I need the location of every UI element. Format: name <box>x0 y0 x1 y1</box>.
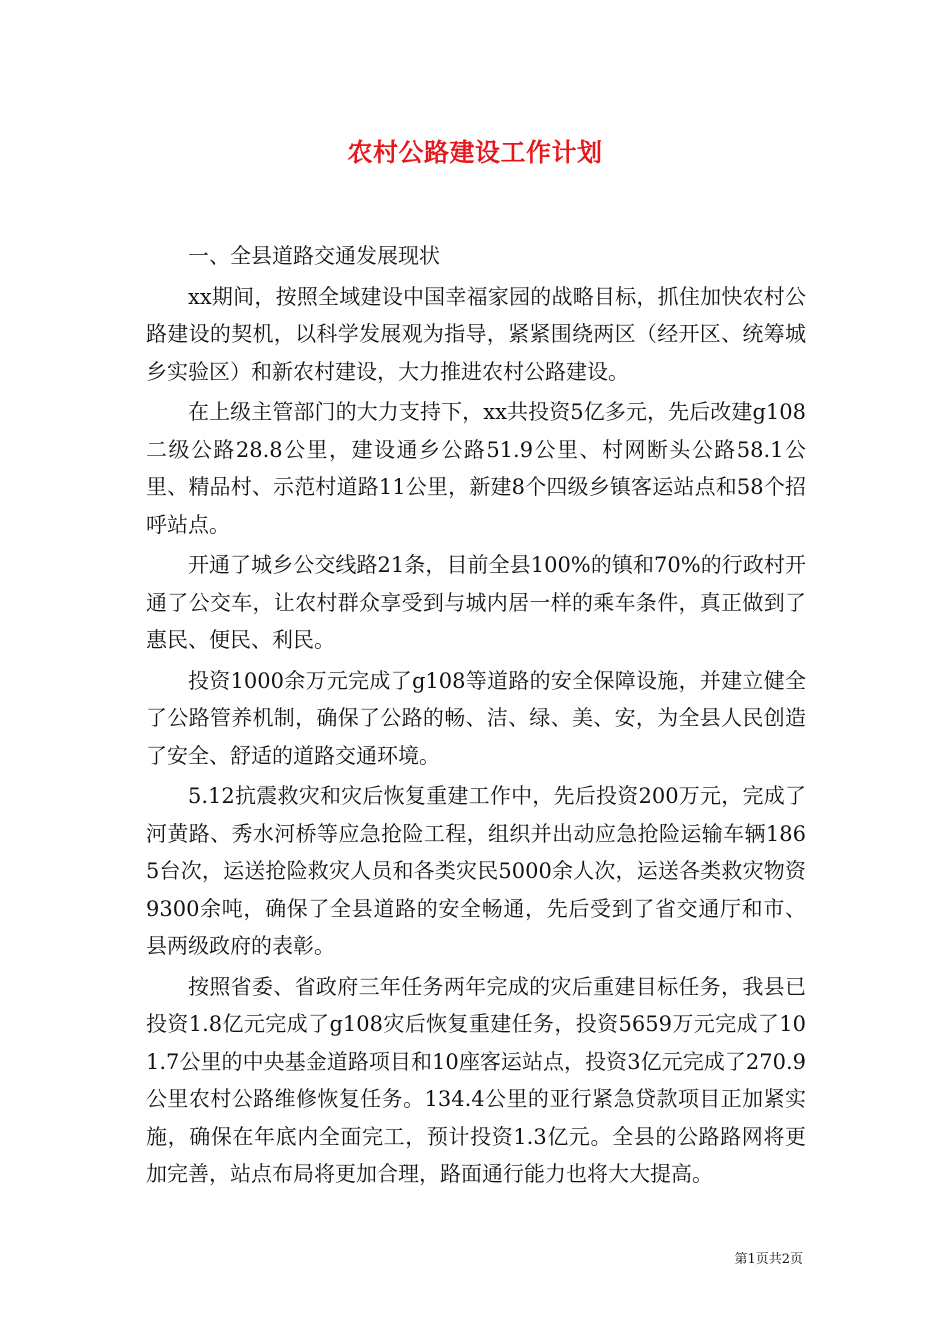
paragraph: 投资1000余万元完成了g108等道路的安全保障设施，并建立健全了公路管养机制，确保了公路的畅、洁、绿、美、安，为全县人民创造了安全、舒适的道路交通环境。 <box>146 668 806 768</box>
page-number: 第1页共2页 <box>734 1252 803 1267</box>
paragraph: xx期间，按照全域建设中国幸福家园的战略目标，抓住加快农村公路建设的契机，以科学发展观为指导，紧紧围绕两区（经开区、统筹城乡实验区）和新农村建设，大力推进农村公路建设。 <box>146 284 806 384</box>
paragraph: 开通了城乡公交线路21条，目前全县100%的镇和70%的行政村开通了公交车，让农村群众享受到与城内居一样的乘车条件，真正做到了惠民、便民、利民。 <box>146 553 806 652</box>
section-heading: 一、全县道路交通发展现状 <box>188 244 440 268</box>
paragraph: 按照省委、省政府三年任务两年完成的灾后重建目标任务，我县已投资1.8亿元完成了g108灾后恢复重建任务，投资5659万元完成了101.7公里的中央基金道路项目和10座客运站点，投资3亿元完成了270.9公里农村公路维修恢复任务。134.4公里的亚行紧急贷款项目正加紧实施，确保在年底内全面完工，预计投资1.3亿元。全县的公路路网将更加完善，站点布局将更加合理，路面通行能力也将大大提高。 <box>146 974 806 1186</box>
document-body <box>146 238 806 1194</box>
paragraph: 在上级主管部门的大力支持下，xx共投资5亿多元，先后改建g108二级公路28.8公里，建设通乡公路51.9公里、村网断头公路58.1公里、精品村、示范村道路11公里，新建8个四级乡镇客运站点和58个招呼站点。 <box>146 400 806 537</box>
paragraph: 5.12抗震救灾和灾后恢复重建工作中，先后投资200万元，完成了河黄路、秀水河桥等应急抢险工程，组织并出动应急抢险运输车辆1865台次，运送抢险救灾人员和各类灾民5000余人次，运送各类救灾物资9300余吨，确保了全县道路的安全畅通，先后受到了省交通厅和市、县两级政府的表彰。 <box>146 784 806 958</box>
document-title: 农村公路建设工作计划 <box>347 138 603 167</box>
